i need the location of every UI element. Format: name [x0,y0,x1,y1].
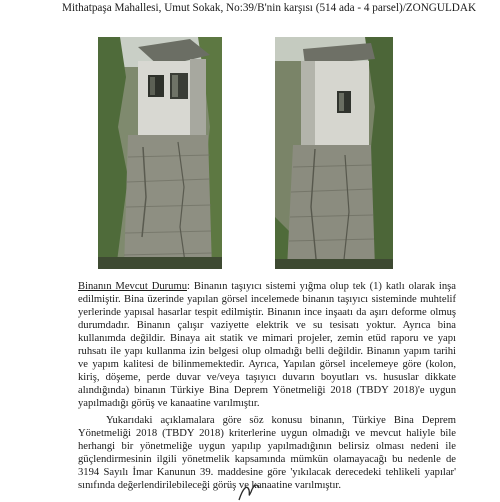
conclusion-body: Yukarıdaki açıklamalara göre söz konusu binanın, Türkiye Bina Deprem Yönetmeliği 2018 (TBDY 2018) kriterlerine uygun olmadığı ve mevcut haliyle bile herhangi bir yönetmeliğe uygun yapılıp yapılmadığının belirsiz olması nedeni ile güçlendirmesinin ilgili yönetmelik kapsamında mümkün olamayacağı bu nedenle de 3194 Sayılı İmar Kanunun 39. maddesine göre 'yıkılacak derecedeki tehlikeli yapılar' sınıfında değerlendirilebileceği görüş ve kanaatine varılmıştır. [78,415,456,492]
current-status-heading: Binanın Mevcut Durumu [78,281,187,292]
building-photo-front-icon [98,37,222,269]
current-status-paragraph [78,280,456,410]
current-status-body: : Binanın taşıyıcı sistemi yığma olup tek (1) katlı olarak inşa edilmiştir. Bina üzerinde yapılan görsel incelemede binanın taşıyıcı sisteminde muhtelif yerlerinde yapısal hasarlar tespit edilmiştir. Binanın ince inşaatı da aşırı deforme olmuş durumdadır. Binanın çalışır vaziyette elektrik ve su tesisatı yoktur. Ayrıca bina kullanımda değildir. Binaya ait statik ve mimari projeler, zemin etüd raporu ve yapı ruhsatı ile yapı kullanma izin belgesi olup olmadığı belli değildir. Binanın yapım tarihi ve yapım kalitesi de bilinmemektedir. Ayrıca, Yapılan görsel incelemeye göre (kolon, kiriş, döşeme, perde duvar ve/veya taşıyıcı duvarın boyutları vs. hususlar dikkate alındığında) binanın Türkiye Bina Deprem Yönetmeliği 2018 (TBDY 2018)'e uygun yapılmadığı görüş ve kanaatine varılmıştır. [78,281,456,410]
building-photo-front [98,37,222,269]
signature-mark [235,480,275,502]
document-address-line: Mithatpaşa Mahallesi, Umut Sokak, No:39/B'nin karşısı (514 ada - 4 parsel)/ZONGULDAK [62,2,477,14]
building-photo-side [275,37,393,269]
building-photo-side-icon [275,37,393,269]
